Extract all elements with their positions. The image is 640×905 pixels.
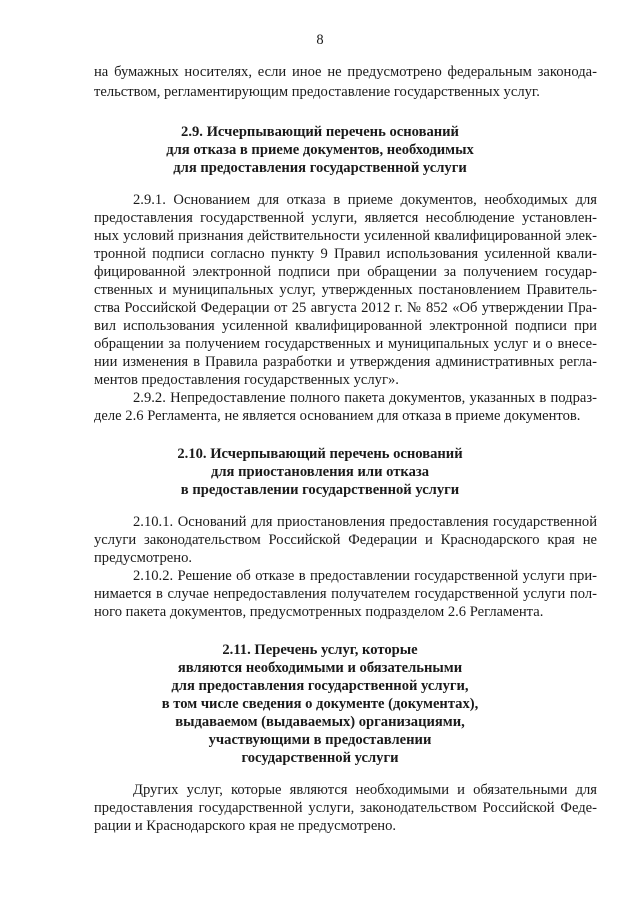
section-2-9-body-line-5: фицированной электронной подписи при обращении за получением государ-: [94, 264, 597, 280]
section-2-9-body-line-13: деле 2.6 Регламента, не является основанием для отказа в приеме документов.: [94, 408, 581, 424]
section-2-9-body-line-4: тронной подписи согласно пункту 9 Правил использования усиленной квали-: [94, 246, 597, 262]
section-2-10-body-line-4: 2.10.2. Решение об отказе в предоставлении государственной услуги при-: [133, 568, 597, 584]
section-2-10-body-line-3: предусмотрено.: [94, 550, 193, 566]
section-2-10-body-line-6: ного пакета документов, предусмотренных подразделом 2.6 Регламента.: [94, 604, 544, 620]
section-2-10-body-line-2: услуги законодательством Российской Федерации и Краснодарского края не: [94, 532, 597, 548]
section-2-11-heading-line-6: участвующими в предоставлении: [208, 732, 432, 748]
section-2-9-body-line-8: вил использования усиленной квалифицированной электронной подписи при: [94, 318, 597, 334]
section-2-10-heading-line-2: для приостановления или отказа: [210, 464, 430, 480]
section-2-11-heading-line-1: 2.11. Перечень услуг, которые: [222, 642, 418, 658]
page-number: 8: [316, 32, 324, 48]
section-2-11-heading-line-2: являются необходимыми и обязательными: [177, 660, 463, 676]
intro-line-2: тельством, регламентирующим предоставление государственных услуг.: [94, 84, 540, 100]
section-2-9-body-line-3: ных условий признания действительности усиленной квалифицированной элек-: [94, 228, 597, 244]
section-2-9-heading-line-1: 2.9. Исчерпывающий перечень оснований: [181, 124, 459, 140]
section-2-9-body-line-1: 2.9.1. Основанием для отказа в приеме документов, необходимых для: [133, 192, 597, 208]
section-2-11-body-line-3: рации и Краснодарского края не предусмотрено.: [94, 818, 397, 834]
section-2-10-heading-line-3: в предоставлении государственной услуги: [180, 482, 460, 498]
section-2-11-body-line-2: предоставления государственной услуги, законодательством Российской Феде-: [94, 800, 597, 816]
section-2-9-heading-line-2: для отказа в приеме документов, необходимых: [166, 142, 474, 158]
section-2-9-body-line-7: ства Российской Федерации от 25 августа 2012 г. № 852 «Об утверждении Пра-: [94, 300, 597, 316]
section-2-9-body-line-9: обращении за получением государственных и муниципальных услуг и о внесе-: [94, 336, 597, 352]
section-2-11-heading-line-4: в том числе сведения о документе (документах),: [161, 696, 479, 712]
section-2-9-heading-line-3: для предоставления государственной услуги: [173, 160, 467, 176]
section-2-9-body-line-10: нии изменения в Правила разработки и утверждения административных регла-: [94, 354, 597, 370]
section-2-10-body-line-1: 2.10.1. Оснований для приостановления предоставления государственной: [133, 514, 597, 530]
section-2-9-body-line-12: 2.9.2. Непредоставление полного пакета документов, указанных в подраз-: [133, 390, 597, 406]
section-2-11-heading-line-7: государственной услуги: [241, 750, 399, 766]
section-2-11-heading-line-5: выдаваемом (выдаваемых) организациями,: [175, 714, 465, 730]
intro-line-1: на бумажных носителях, если иное не предусмотрено федеральным законода-: [94, 64, 597, 80]
section-2-9-body-line-11: ментов предоставления государственных услуг».: [94, 372, 399, 388]
section-2-11-heading-line-3: для предоставления государственной услуги,: [171, 678, 469, 694]
section-2-9-body-line-2: предоставления государственной услуги, является несоблюдение установлен-: [94, 210, 597, 226]
section-2-11-body-line-1: Других услуг, которые являются необходимыми и обязательными для: [133, 782, 597, 798]
section-2-10-heading-line-1: 2.10. Исчерпывающий перечень оснований: [177, 446, 463, 462]
section-2-10-body-line-5: нимается в случае непредоставления получателем государственной услуги пол-: [94, 586, 597, 602]
section-2-9-body-line-6: ственных и муниципальных услуг, утвержденных постановлением Правитель-: [94, 282, 597, 298]
